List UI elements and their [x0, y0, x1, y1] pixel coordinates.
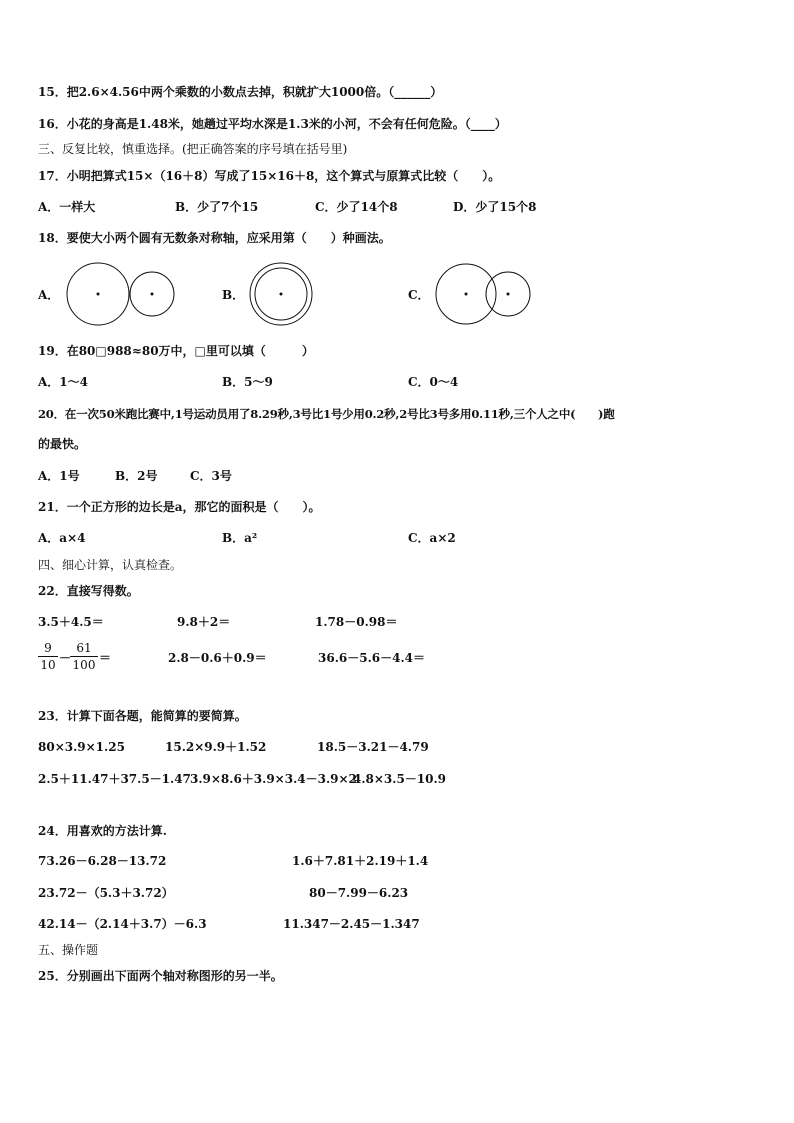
q20-option-a: A．1号 — [38, 469, 80, 483]
q23-expr-5: 3.9×8.6＋3.9×3.4－3.9×2 — [190, 772, 357, 786]
fraction-numerator: 61 — [70, 640, 98, 657]
fraction-denominator: 10 — [40, 658, 56, 672]
question-25: 25．分别画出下面两个轴对称图形的另一半。 — [38, 969, 283, 983]
q17-option-a: A．一样大 — [38, 200, 96, 214]
q22-expr-5: 2.8－0.6＋0.9＝ — [168, 651, 267, 665]
equals-sign: ＝ — [99, 651, 112, 665]
section-4-heading: 四、细心计算，认真检查。 — [38, 558, 183, 572]
q24-expr-6: 11.347－2.45－1.347 — [283, 917, 420, 931]
section-3-heading: 三、反复比较，慎重选择。(把正确答案的序号填在括号里) — [38, 142, 348, 156]
q23-expr-6: 4.8×3.5－10.9 — [353, 772, 447, 786]
q24-expr-4: 80－7.99－6.23 — [309, 886, 409, 900]
question-23-stem: 23．计算下面各题，能简算的要简算。 — [38, 709, 247, 723]
q19-option-c: C．0～4 — [408, 375, 459, 389]
q24-expr-1: 73.26－6.28－13.72 — [38, 854, 167, 868]
q22-expr-3: 1.78－0.98＝ — [315, 615, 398, 629]
q22-expr-1: 3.5＋4.5＝ — [38, 615, 104, 629]
section-5-heading: 五、操作题 — [38, 943, 99, 957]
question-15: 15．把2.6×4.56中两个乘数的小数点去掉，积就扩大1000倍。（______） — [38, 85, 443, 99]
question-24-stem: 24．用喜欢的方法计算. — [38, 824, 167, 838]
q22-expr-6: 36.6－5.6－4.4＝ — [318, 651, 425, 665]
question-20-line2: 的最快。 — [38, 437, 87, 451]
q18-option-b: B． — [222, 288, 245, 302]
q23-expr-1: 80×3.9×1.25 — [38, 740, 125, 754]
question-19-stem: 19．在80□988≈80万中，□里可以填（ ） — [38, 344, 314, 358]
q21-option-a: A．a×4 — [38, 531, 86, 545]
fraction-numerator: 9 — [38, 640, 58, 657]
q24-expr-2: 1.6＋7.81＋2.19＋1.4 — [292, 854, 429, 868]
fraction-denominator: 100 — [72, 658, 96, 672]
q17-option-b: B．少了7个15 — [175, 200, 259, 214]
q23-expr-4: 2.5＋11.47＋37.5－1.47 — [38, 772, 191, 786]
minus-sign: － — [59, 651, 72, 665]
q18-figure-a — [60, 258, 180, 333]
question-22-stem: 22．直接写得数。 — [38, 584, 139, 598]
q21-option-c: C．a×2 — [408, 531, 456, 545]
q17-option-d: D．少了15个8 — [453, 200, 537, 214]
question-21-stem: 21．一个正方形的边长是a，那它的面积是（ ）。 — [38, 500, 321, 514]
question-18-stem: 18．要使大小两个圆有无数条对称轴，应采用第（ ）种画法。 — [38, 231, 391, 245]
q20-option-c: C．3号 — [190, 469, 232, 483]
q18-figure-c — [430, 258, 540, 333]
question-20-line1: 20．在一次50米跑比赛中,1号运动员用了8.29秒,3号比1号少用0.2秒,2号比3号多用0.11秒,三个人之中( )跑 — [38, 407, 615, 421]
q23-expr-2: 15.2×9.9＋1.52 — [165, 740, 267, 754]
fraction-9-10 — [38, 640, 58, 673]
q17-option-c: C．少了14个8 — [315, 200, 398, 214]
q20-option-b: B．2号 — [115, 469, 158, 483]
q23-expr-3: 18.5－3.21－4.79 — [317, 740, 429, 754]
q18-figure-b — [245, 258, 320, 333]
q18-option-a: A． — [38, 288, 60, 302]
question-17-stem: 17．小明把算式15×（16＋8）写成了15×16＋8，这个算式与原算式比较（ ）。 — [38, 169, 501, 183]
q18-option-c: C． — [408, 288, 430, 302]
q22-expr-2: 9.8＋2＝ — [177, 615, 231, 629]
q24-expr-3: 23.72－（5.3＋3.72） — [38, 886, 174, 900]
q21-option-b: B．a² — [222, 531, 258, 545]
q19-option-b: B．5～9 — [222, 375, 273, 389]
question-16: 16．小花的身高是1.48米，她趟过平均水深是1.3米的小河，不会有任何危险。（____） — [38, 117, 507, 131]
q19-option-a: A．1～4 — [38, 375, 89, 389]
q24-expr-5: 42.14－（2.14＋3.7）－6.3 — [38, 917, 207, 931]
fraction-61-100 — [70, 640, 98, 673]
